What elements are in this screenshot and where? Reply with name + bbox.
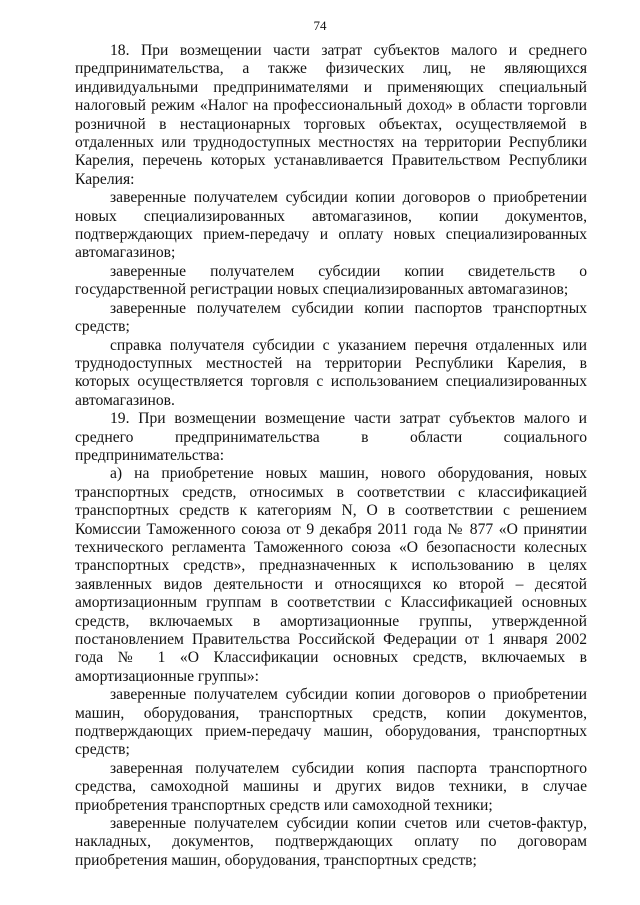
paragraph-18-intro: 18. При возмещении части затрат субъектов малого и среднего предпринимательства, а также физических лиц, не являющихся индивидуальными предпринимателями и применяющих специальный налоговый режим «Налог на профессиональный доход» в области торговли розничной в нестационарных торговых объектах, осуществляемой в отдаленных или труднодоступных местностях на территории Республики Карелия, перечень которых устанавливается Правительством Республики Карелия: <box>75 42 587 188</box>
paragraph-item: заверенная получателем субсидии копия паспорта транспортного средства, самоходной машины и других видов техники, в случае приобретения транспортных средств или самоходной техники; <box>75 759 587 814</box>
paragraph-item: заверенные получателем субсидии копии счетов или счетов-фактур, накладных, документов, подтверждающих оплату по договорам приобретения машин, оборудования, транспортных средств; <box>75 815 587 869</box>
paragraph-19-intro: 19. При возмещении возмещение части затрат субъектов малого и среднего предпринимательства в области социального предпринимательства: <box>75 410 587 464</box>
paragraph-item: справка получателя субсидии с указанием перечня отдаленных или труднодоступных местностей на территории Республики Карелия, в которых осуществляется торговля с использованием специализированных автомагазинов. <box>75 336 587 409</box>
paragraph-item: заверенные получателем субсидии копии договоров о приобретении машин, оборудования, транспортных средств, копии документов, подтверждающих прием-передачу машин, оборудования, транспортных средств; <box>75 686 587 759</box>
paragraph-subitem-a: а) на приобретение новых машин, нового оборудования, новых транспортных средств, относимых в соответствии с классификацией транспортных средств к категориям N, O в соответствии с решением Комиссии Таможенного союза от 9 декабря 2011 года № 877 «О принятии технического регламента Таможенного союза «О безопасности колесных транспортных средств», предназначенных к использованию в целях заявленных видов деятельности и относящихся ко второй – десятой амортизационным группам в соответствии с Классификацией основных средств, включаемых в амортизационные группы, утвержденной постановлением Правительства Российской Федерации от 1 января 2002 года № 1 «О Классификации основных средств, включаемых в амортизационные группы»: <box>75 465 587 685</box>
document-body <box>75 42 587 870</box>
paragraph-item: заверенные получателем субсидии копии свидетельств о государственной регистрации новых специализированных автомагазинов; <box>75 262 587 299</box>
page-number: 74 <box>313 18 327 33</box>
paragraph-item: заверенные получателем субсидии копии паспортов транспортных средств; <box>75 299 587 336</box>
paragraph-item: заверенные получателем субсидии копии договоров о приобретении новых специализированных автомагазинов, копии документов, подтверждающих прием-передачу и оплату новых специализированных автомагазинов; <box>75 189 587 262</box>
